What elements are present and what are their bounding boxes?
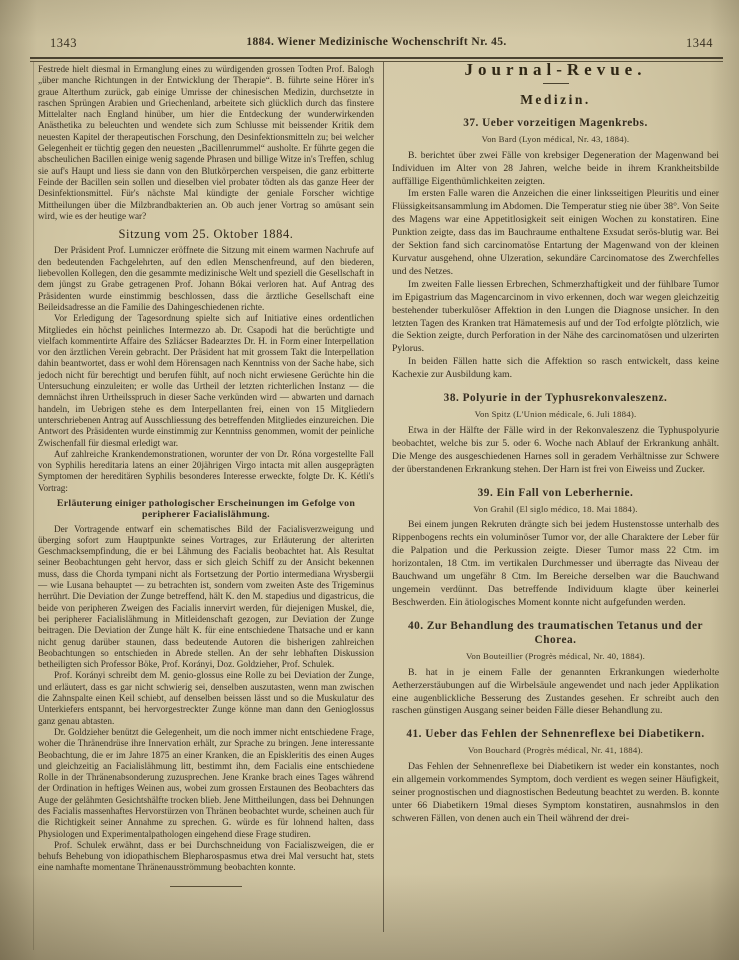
article-40: [392, 619, 719, 719]
article-41: [392, 727, 719, 825]
right-column: [392, 62, 719, 828]
article-heading: 41. Ueber das Fehlen der Sehnenreflexe bei Diabetikern.: [406, 728, 705, 741]
paragraph: Der Vortragende entwarf ein schematisches Bild der Facialisverzweigung und überging sofort zum Hauptpunkte seines Vortrages, zur Erläuterung der alterirten Geschmacksempfindung, die er bei Lähmung des Facialis beobachtet hat. Als Resultat seiner Beobachtungen geht hervor, dass er sich gleich Schiff zu der Ansicht bekennen muss, dass die Chorda tympani nicht als Fortsetzung der Portio intermediana Wrysbergii — wie Lusana behauptet — zu betrachten ist, sondern vom zweiten Aste des Trigeminus herrührt. Die Deviation der Zunge betreffend, hält K. den M. stapedius und digastricus, die beide von peripheren Zweigen des Facialis innervirt werden, für diejenigen Muskel, die, bei peripherer Facialislähmung in Mitleidenschaft gezogen, zur Deviation der Zunge beitragen. Die Deviation der Zunge hält K. für eine entschiedene Thatsache und er kann nicht genug darüber staunen, dass bedeutende Autoren die bisherigen zahlreichen Beobachtungen so entschieden in Abrede stellen. An der sehr lebhaften Diskussion betheiligten sich Professor Böke, Prof. Korányi, Doz. Goldzieher, Prof. Schulek.: [38, 523, 374, 670]
article-heading: 37. Ueber vorzeitigen Magenkrebs.: [463, 116, 648, 129]
paragraph: Prof. Schulek erwähnt, dass er bei Durchschneidung von Facialiszweigen, die er behufs Behebung von idiopathischem Blepharospasmus etwa drei Mal versucht hat, stets eine namhafte momentane Thränenausströmmung beobachten konnte.: [38, 839, 374, 873]
paragraph: B. hat in je einem Falle der genannten Erkrankungen wiederholte Aetherzerstäubungen auf die Wirbelsäule angewendet und nach jeder Applikation eine augenblickliche Besserung des Zustandes gesehen. Er schreibt auch den raschen günstigen Ausgang seiner beiden Fälle dieser Behandlung zu.: [392, 666, 719, 717]
article-byline: Von Bard (Lyon médical, Nr. 43, 1884).: [481, 133, 630, 144]
article-39: [392, 486, 719, 610]
page-number-left: 1343: [50, 36, 77, 50]
paragraph: Der Präsident Prof. Lumniczer eröffnete die Sitzung mit einem warmen Nachrufe auf den bedeutenden Fachgelehrten, auf den edlen Menschenfreund, auf den biederen, liebevollen Kollegen, den die gesammte medizinische Welt und speziell die Gesellschaft in dem jüngst zu Grabe getragenen Prof. Johann Bókai verloren hat. Auf Antrag des Präsidenten wurde einstimmig beschlossen, dass die ärztliche Gesellschaft eine Beileidsadresse an die Familie des Dahingeschiedenen richte.: [38, 245, 374, 312]
article-heading: 39. Ein Fall von Leberhernie.: [477, 486, 634, 499]
paragraph: Prof. Korányi schreibt dem M. genio-glossus eine Rolle zu bei Deviation der Zunge, und erläutert, dass es gar nicht schwierig sei, denselben auszutasten, wenn man zwischen die Zahnspalte einen Keil schiebt, auf denselben beissen lässt und so die Muskulatur des Unterkiefers entspannt, bei hervorgestreckter Zunge könne man dann den Genioglossus ganz genau abtasten.: [38, 670, 374, 726]
paragraph: Etwa in der Hälfte der Fälle wird in der Rekonvaleszenz die Typhuspolyurie beobachtet, welche bis zur 5. oder 6. Woche nach Ablauf der Erkrankung anhält. Die Menge des ausgeschiedenen Harnes soll in geradem Verhältnisse zur Schwere der überstandenen Erkrankung stehen. Der Harn ist frei von Eiweiss und Zucker.: [392, 424, 719, 475]
journal-masthead-title: 1884. Wiener Medizinische Wochenschrift Nr. 45.: [246, 36, 507, 48]
article-byline: Von Grahil (El siglo médico, 18. Mai 1884).: [473, 503, 638, 514]
page-number-right: 1344: [686, 36, 713, 50]
paragraph: Dr. Goldzieher benützt die Gelegenheit, um die noch immer nicht entschiedene Frage, woher die Thränendrüse ihre Innervation erhält, zur Sprache zu bringen. Jene interessante Beobachtung, die er im Jahre 1875 an einer Kranken, die an Episkleritis des einen Auges und gleichzeitig an Facialislähmung litt, bestimmt ihn, dem Facialis eine entschiedene Rolle in der Thränenabsonderung zuzusprechen. Jene Kranke brach eines Tages während der Ordination in heftiges Weinen aus, wobei zum grossen Erstaunen des Beobachters das Auge der gelähmten Gesichtshälfte trocken blieb. Jene Mittheilungen, dass bei Dehnungen des Facialis massenhaftes Hervorstürzen von Thränen beobachtet wurde, scheinen auch für die Richtigkeit seiner Annahme zu sprechen. G. würde es für lohnend halten, dass Physiologen und Experimentalpathologen eingehend diese Frage studiren.: [38, 726, 374, 839]
page-header: [36, 36, 717, 54]
paragraph: Festrede hielt diesmal in Ermanglung eines zu würdigenden grossen Todten Prof. Balogh „über manche Richtungen in der Entwicklung der Therapie“. B. führte seine Hörer in's graue Alterthum zurück, gab einige Umrisse der chinesischen Medizin, durchsetzte in raschen Sprüngen Arabien und Griechenland, arbeitete sich glücklich durch das finstere Mittelalter nach England hinüber, um hier die Entdeckung der wunderwirkenden Anästhetika zu beleuchten und wendete sich zum Schlusse mit beissender Kritik dem neuesten Kapitel der therapeutischen Forschung, den Desinfektionsmitteln zu; bei welcher Gelegenheit er tüchtig gegen den neuesten „Bacillenrummel“ ausholte. Er führte gegen die abscheulichen Bacillen einige wenig sagende Phrasen und billige Witze in's Treffen, schlug sie auf's Haupt und liess sie dann von den Blutkörperchen verspeisen, die ganz erbitterte Feinde der Bacillen sein sollen und dieselben viel probater tödten als das ganze Heer der Desinfektionsmittel. Für's nächste Mal kündigte der geniale Forscher wichtige Mittheilungen über die Milzbrandbakterien an. Ob auch jener Vortrag so amüsant sein wird, wie es der heutige war?: [38, 64, 374, 221]
paragraph: Auf zahlreiche Krankendemonstrationen, worunter der von Dr. Róna vorgestellte Fall von Syphilis hereditaria latens an einer 20jährigen Virgo intacta mit allen ausgeprägten Symptomen der hereditären Syphilis besonderes Interesse erweckte, folgte Dr. K. Kétli's Vortrag:: [38, 448, 374, 493]
paragraph: Vor Erledigung der Tagesordnung spielte sich auf Initiative eines ordentlichen Mitgliedes ein höchst peinliches Intermezzo ab. Dr. Csapodi hat die berüchtigte und vielfach kommentirte Affaire des Szliácser Badearztes Dr. H. in Form einer Interpellation vor den ärztlichen Verein gebracht. Der Präsident hat mit grossem Takt die Interpellation dahin beantwortet, dass er wohl dem Hörensagen nach Kenntniss von der Sache habe, sich jedoch nicht für berechtigt und berufen fühlt, auf noch nicht erwiesene Gerüchte hin die Untersuchung einzuleiten; er wolle das Urtheil der letzten richterlichen Instanz — die demnächst ihren Urtheilsspruch in dieser Sache verkünden wird — abwarten und darnach handeln, im Uebrigen stehe es dem Interpellanten frei, einen von 15 Mitgliedern unterschriebenen Antrag auf Ausschliessung des betreffenden Mitgliedes einzureichen. Die Antwort des Präsidenten wurde einstimmig zur Kenntniss genommen, womit der peinliche Zwischenfall für diesmal erledigt war.: [38, 313, 374, 448]
section-end-rule: [170, 886, 242, 887]
paragraph: B. berichtet über zwei Fälle von krebsiger Degeneration der Magenwand bei Individuen im Alter von 28 Jahren, welche beide in ihrem Krankheitsbilde auffällige Eigenthümlichkeiten zeigten.: [392, 149, 719, 187]
paragraph: Im ersten Falle waren die Anzeichen die einer linksseitigen Pleuritis und einer Flüssigkeitsansammlung im Abdomen. Die Temperatur stieg nie über 38°. Von Seite des Magens war eine Appetitlosigkeit seit einigen Wochen zu konstatiren. Eine Punktion zeigte, dass das im Bauchraume enthaltene Exsudat serös-blutig war. Bei der Sektion fand sich carcinomatöse Entartung der Magenwand von der kleinen Kurvatur ausgehend, ohne Ulzeration, sekundäre Carcinomatose des Zwerchfelles und des Netzes.: [392, 188, 719, 277]
medizin-section-heading: Medizin.: [520, 91, 591, 107]
paragraph: Das Fehlen der Sehnenreflexe bei Diabetikern ist weder ein konstantes, noch ein allgemein vorkommendes Symptom, doch verdient es wegen seiner Häufigkeit, seiner prognostischen und diagnostischen Bedeutung beachtet zu werden. B. konnte unter 66 Diabetikern 19mal dieses Symptom konstatiren, ausnahmslos in den schweren Fällen, von denen auch ein Theil während der drei-: [392, 761, 719, 824]
article-byline: Von Bouteillier (Progrès médical, Nr. 40, 1884).: [466, 650, 645, 661]
left-column: [38, 64, 374, 887]
title-separator-rule: [543, 83, 569, 84]
header-rule-thick: [30, 57, 723, 59]
article-38: [392, 391, 719, 477]
paragraph: Im zweiten Falle liessen Erbrechen, Schmerzhaftigkeit und der fühlbare Tumor im Epigastrium das Magencarcinom in vivo erkennen, doch war wegen gleichzeitig bestehender tuberkulöser Affektion in den Lungen die Diagnose unsicher. In den letzten Tagen des Kranken trat Hämatemesis auf und der Tod erfolgte plötzlich, wie die Sektion zeigte, durch Perforation in der Nähe des carcinomatösen und ulzerirten Pylorus.: [392, 278, 719, 355]
lecture-title-heading: Erläuterung einiger pathologischer Erscheinungen im Gefolge von peripherer Facialislähmung.: [56, 497, 356, 521]
journal-revue-title: Journal-Revue.: [464, 60, 647, 79]
article-byline: Von Spitz (L'Union médicale, 6. Juli 1884).: [474, 409, 637, 420]
article-37: [392, 116, 719, 382]
paragraph: Bei einem jungen Rekruten drängte sich bei jedem Hustenstosse unterhalb des Rippenbogens rechts ein voluminöser Tumor vor, der alle Charaktere der Leber für die Palpation und die Perkussion zeigte. Dieser Tumor mass 22 Ctm. im horizontalen, 18 Ctm. im vertikalen Durchmesser und überragte das Niveau der Bauchwand um ungefähr 8 Ctm. Im Bereiche derselben war die Bauchwand ungemein verdünnt. Das betreffende Individuum klagte über keinerlei Beschwerden. Ein ätiologisches Moment konnte nicht aufgefunden werden.: [392, 519, 719, 608]
article-heading: 40. Zur Behandlung des traumatischen Tetanus und der Chorea.: [407, 619, 704, 646]
article-heading: 38. Polyurie in der Typhusrekonvaleszenz.: [443, 392, 668, 405]
left-margin-line: [33, 62, 34, 950]
paragraph: In beiden Fällen hatte sich die Affektion so rasch entwickelt, dass keine Kachexie zur Ausbildung kam.: [392, 356, 719, 381]
article-byline: Von Bouchard (Progrès médical, Nr. 41, 1884).: [468, 745, 643, 756]
session-heading: Sitzung vom 25. Oktober 1884.: [118, 227, 294, 242]
column-divider-line: [383, 62, 384, 932]
